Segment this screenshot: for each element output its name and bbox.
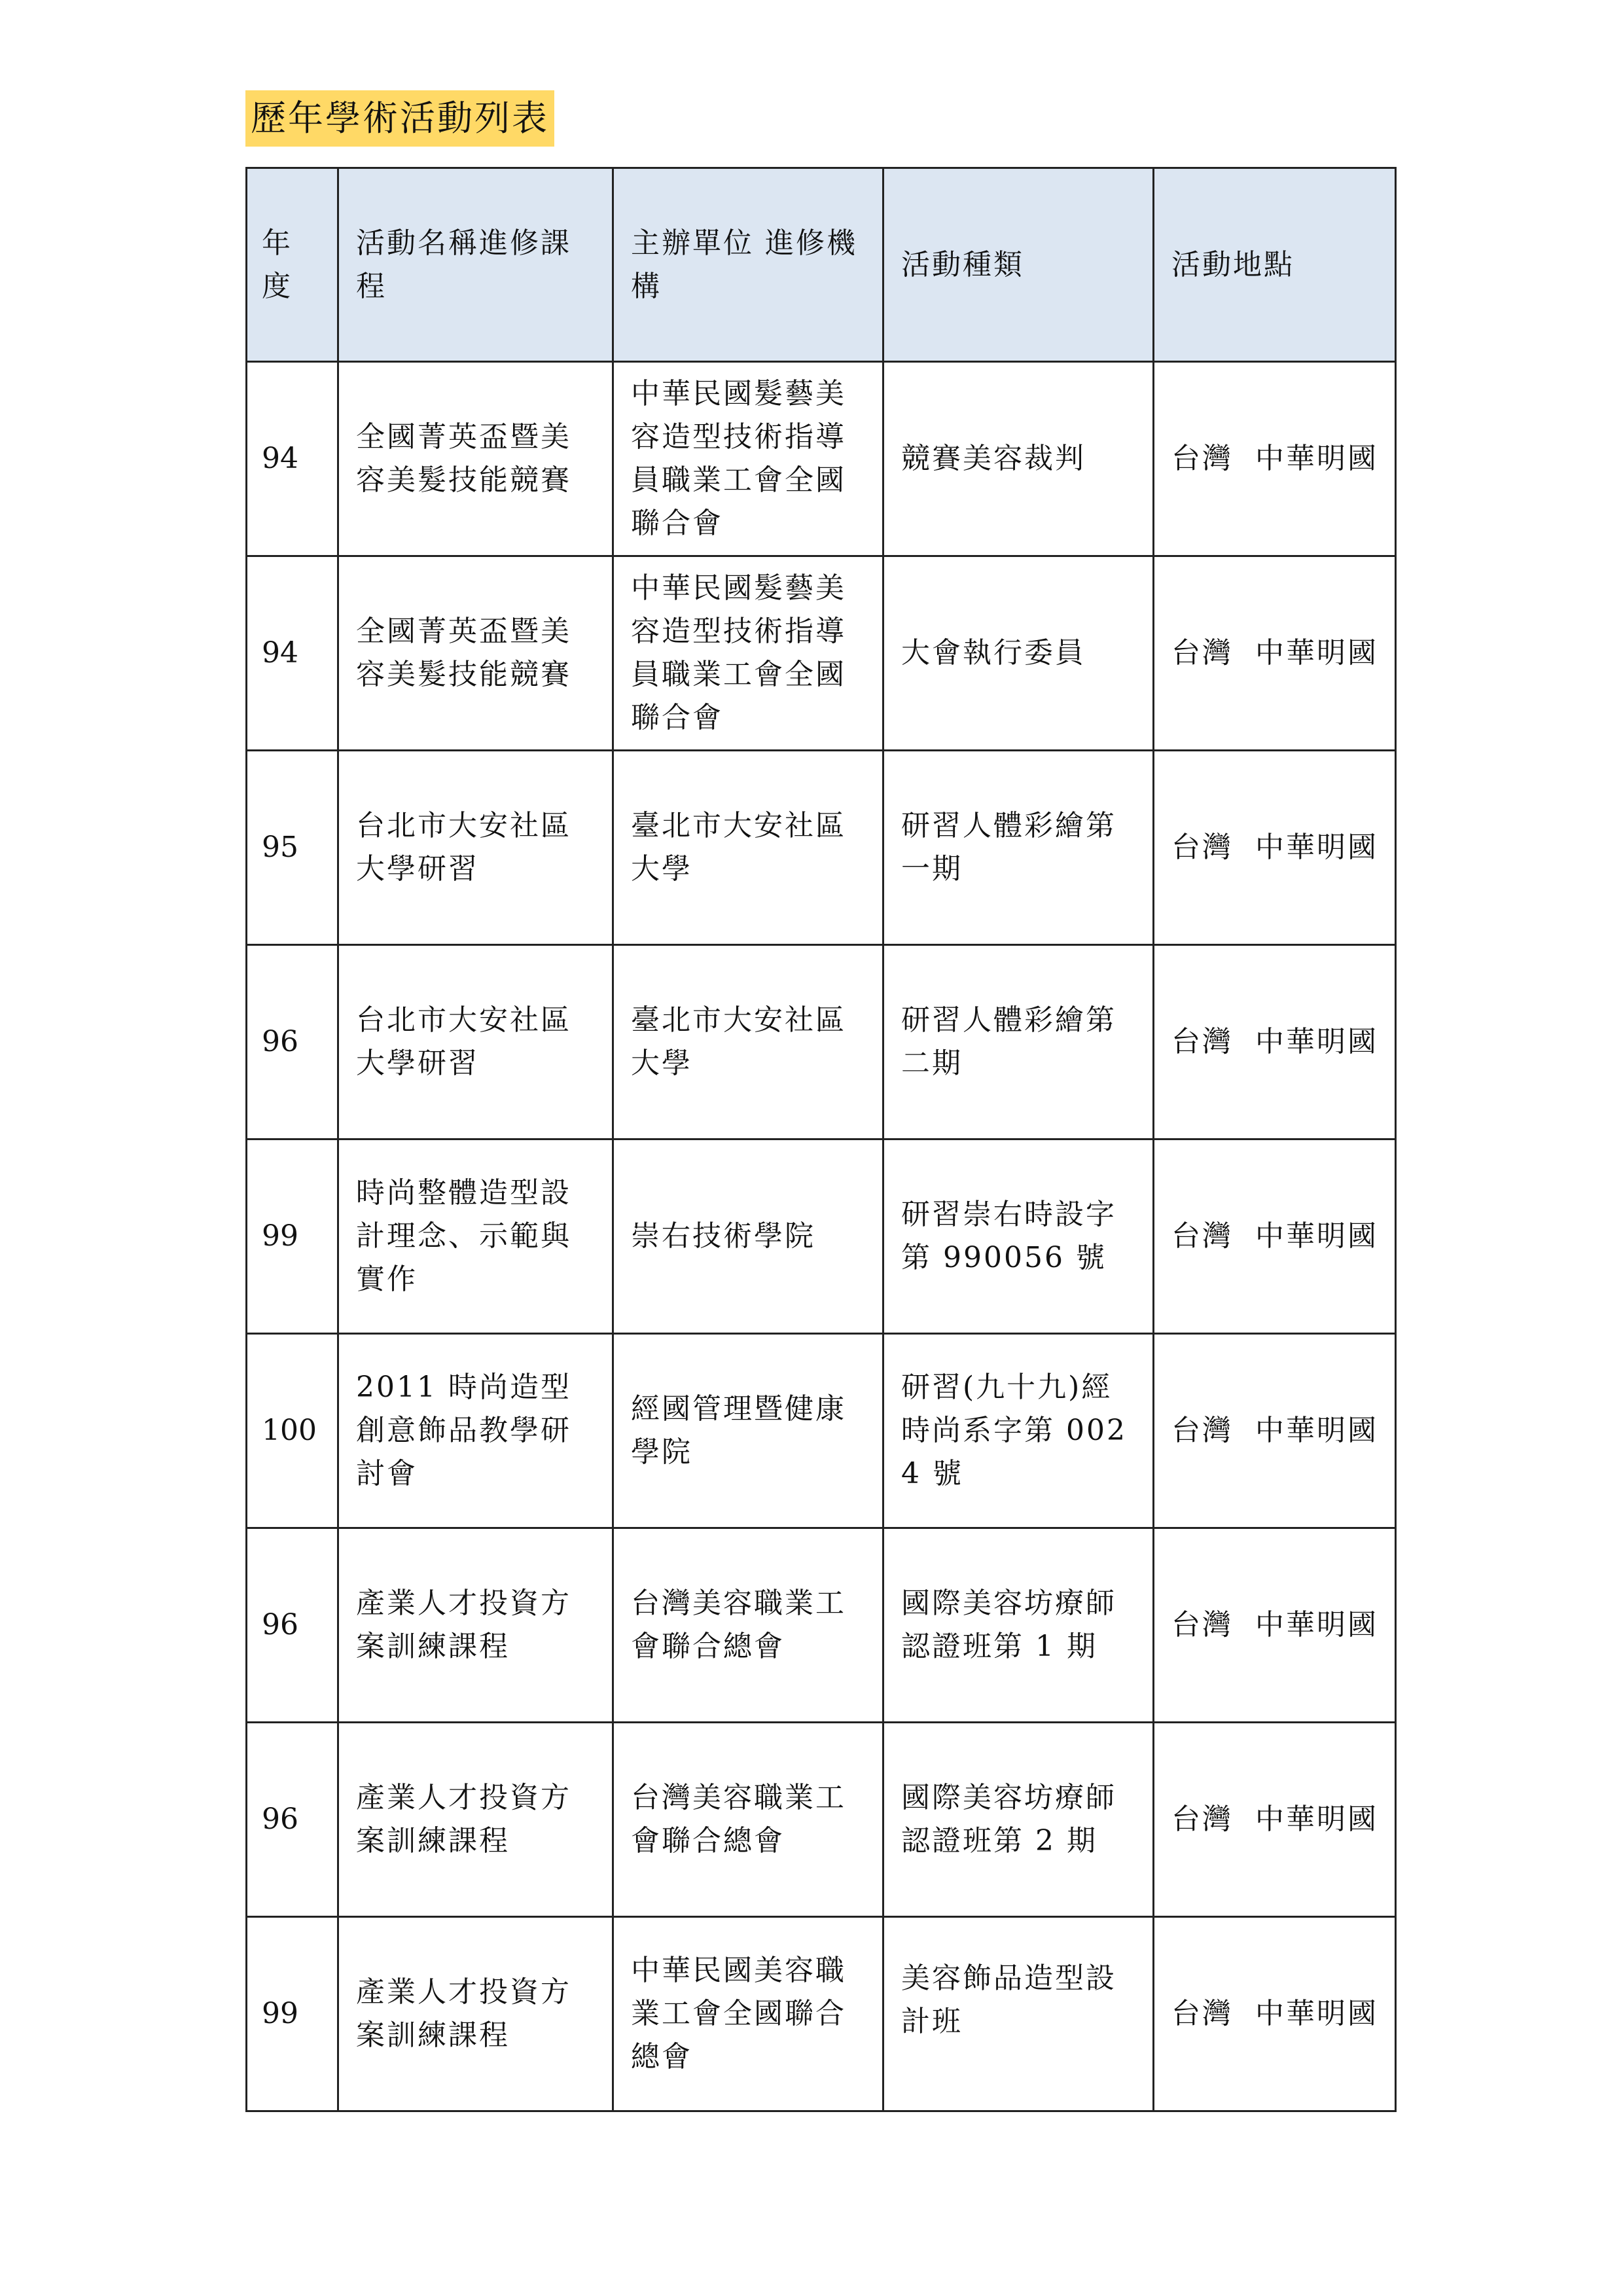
- cell-year: 100: [247, 1334, 338, 1528]
- cell-organizer: 中華民國髮藝美容造型技術指導員職業工會全國聯合會: [613, 362, 883, 556]
- cell-year: 94: [247, 362, 338, 556]
- table-row: [247, 362, 1396, 556]
- cell-location: 台灣 中華明國: [1154, 1723, 1396, 1917]
- cell-activity-type: 研習崇右時設字第 990056 號: [883, 1139, 1154, 1334]
- cell-location: 台灣 中華明國: [1154, 1528, 1396, 1723]
- cell-activity-name: 全國菁英盃暨美容美髮技能競賽: [338, 556, 613, 751]
- cell-activity-name: 台北市大安社區大學研習: [338, 945, 613, 1139]
- cell-activity-name: 2011 時尚造型創意飾品教學研討會: [338, 1334, 613, 1528]
- cell-organizer: 中華民國髮藝美容造型技術指導員職業工會全國聯合會: [613, 556, 883, 751]
- cell-activity-type: 研習人體彩繪第一期: [883, 751, 1154, 945]
- cell-organizer: 臺北市大安社區大學: [613, 945, 883, 1139]
- cell-activity-type: 競賽美容裁判: [883, 362, 1154, 556]
- cell-activity-name: 產業人才投資方案訓練課程: [338, 1528, 613, 1723]
- table-row: [247, 1528, 1396, 1723]
- cell-organizer: 台灣美容職業工會聯合總會: [613, 1528, 883, 1723]
- cell-activity-name: 全國菁英盃暨美容美髮技能競賽: [338, 362, 613, 556]
- cell-activity-type: 國際美容坊療師認證班第 2 期: [883, 1723, 1154, 1917]
- header-activity-name: 活動名稱進修課程: [338, 168, 613, 362]
- cell-year: 94: [247, 556, 338, 751]
- cell-year: 96: [247, 945, 338, 1139]
- cell-year: 99: [247, 1917, 338, 2111]
- cell-year: 99: [247, 1139, 338, 1334]
- cell-activity-type: 研習人體彩繪第二期: [883, 945, 1154, 1139]
- cell-location: 台灣 中華明國: [1154, 1139, 1396, 1334]
- cell-organizer: 中華民國美容職業工會全國聯合總會: [613, 1917, 883, 2111]
- activity-table: [245, 167, 1397, 2112]
- page-title: 歷年學術活動列表: [245, 90, 554, 147]
- header-year: 年度: [247, 168, 338, 362]
- header-location: 活動地點: [1154, 168, 1396, 362]
- table-row: [247, 1139, 1396, 1334]
- cell-year: 95: [247, 751, 338, 945]
- cell-organizer: 崇右技術學院: [613, 1139, 883, 1334]
- table-row: [247, 1334, 1396, 1528]
- table-row: [247, 1723, 1396, 1917]
- cell-location: 台灣 中華明國: [1154, 1917, 1396, 2111]
- cell-activity-name: 台北市大安社區大學研習: [338, 751, 613, 945]
- cell-location: 台灣 中華明國: [1154, 945, 1396, 1139]
- cell-organizer: 經國管理暨健康學院: [613, 1334, 883, 1528]
- cell-organizer: 台灣美容職業工會聯合總會: [613, 1723, 883, 1917]
- cell-location: 台灣 中華明國: [1154, 362, 1396, 556]
- cell-location: 台灣 中華明國: [1154, 751, 1396, 945]
- cell-activity-type: 研習(九十九)經時尚系字第 0024 號: [883, 1334, 1154, 1528]
- cell-activity-type: 大會執行委員: [883, 556, 1154, 751]
- cell-activity-type: 美容飾品造型設計班: [883, 1917, 1154, 2111]
- cell-activity-name: 產業人才投資方案訓練課程: [338, 1917, 613, 2111]
- cell-organizer: 臺北市大安社區大學: [613, 751, 883, 945]
- cell-year: 96: [247, 1723, 338, 1917]
- cell-activity-name: 時尚整體造型設計理念、示範與實作: [338, 1139, 613, 1334]
- cell-location: 台灣 中華明國: [1154, 1334, 1396, 1528]
- header-activity-type: 活動種類: [883, 168, 1154, 362]
- cell-activity-name: 產業人才投資方案訓練課程: [338, 1723, 613, 1917]
- cell-year: 96: [247, 1528, 338, 1723]
- cell-location: 台灣 中華明國: [1154, 556, 1396, 751]
- table-row: [247, 945, 1396, 1139]
- header-organizer: 主辦單位 進修機構: [613, 168, 883, 362]
- table-row: [247, 556, 1396, 751]
- cell-activity-type: 國際美容坊療師認證班第 1 期: [883, 1528, 1154, 1723]
- table-row: [247, 751, 1396, 945]
- table-header-row: [247, 168, 1396, 362]
- table-row: [247, 1917, 1396, 2111]
